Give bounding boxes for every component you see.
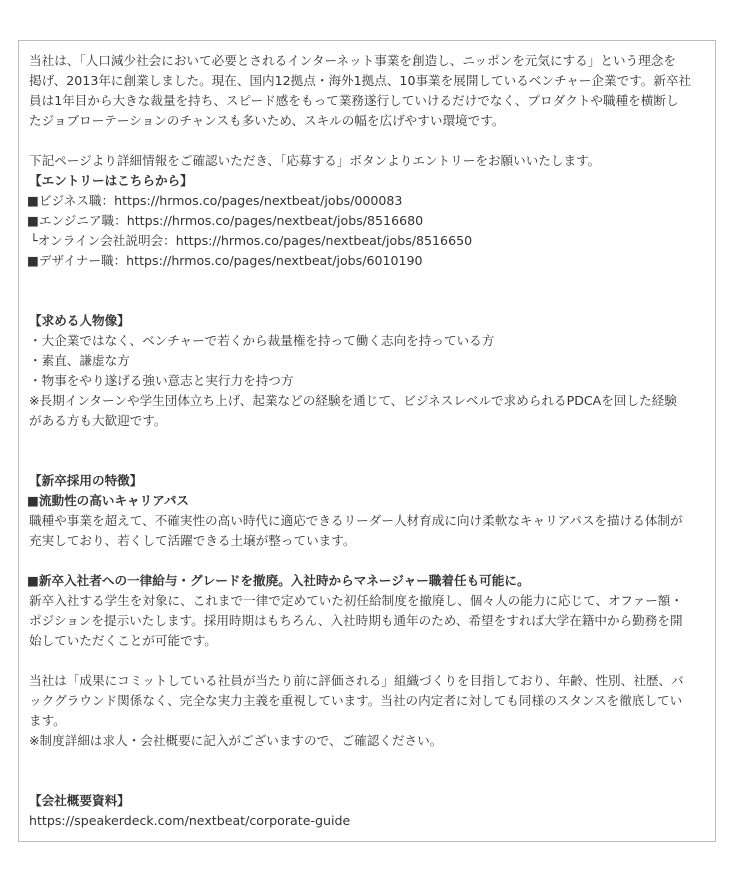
persona-note: がある方も大歓迎です。 [29,413,167,428]
entry-link-online-briefing[interactable]: └オンライン会社説明会：https://hrmos.co/pages/nextbeat/jobs/8516650 [30,233,473,248]
persona-heading: 【求める人物像】 [29,313,130,328]
company-heading: 【会社概要資料】 [29,793,130,808]
career-path-body: 充実しており、若くして活躍できる土壌が整っています。 [29,533,356,548]
career-path-body: 職種や事業を超えて、不確実性の高い時代に適応できるリーダー人材育成に向け柔軟なキャリアパスを描ける体制が [29,513,683,528]
intro-line: たジョブローテーションのチャンスも多いため、スキルの幅を広げやすい環境です。 [29,113,505,128]
intro-line: 員は1年目から大きな裁量を持ち、スピード感をもって業務遂行していけるだけでなく、プロダクトや職種を横断し [29,93,679,108]
policy-note: ※制度詳細は求人・会社概要に記入がございますので、ご確認ください。 [29,733,443,748]
salary-policy-body: 始していただくことが可能です。 [29,633,217,648]
entry-link-business[interactable]: ■ビジネス職：https://hrmos.co/pages/nextbeat/jobs/000083 [27,193,403,208]
spacer [29,131,709,151]
entry-link-designer[interactable]: ■デザイナー職：https://hrmos.co/pages/nextbeat/jobs/6010190 [27,253,423,268]
intro-line: 当社は、「人口減少社会において必要とされるインターネット事業を創造し、ニッポンを元気にする」という理念を [29,53,676,68]
career-path-title: ■流動性の高いキャリアパス [27,493,190,508]
salary-policy-title: ■新卒入社者への一律給与・グレードを撤廃。入社時からマネージャー職着任も可能に。 [27,573,530,588]
evaluation-policy: ます。 [29,713,66,728]
persona-section [29,311,709,431]
features-section [29,471,709,751]
entry-section [29,151,709,271]
persona-item: ・素直、謙虚な方 [29,353,130,368]
company-section [29,791,709,831]
evaluation-policy: 当社は「成果にコミットしている社員が当たり前に評価される」組織づくりを目指しており、年齢、性別、社歴、バ [29,673,684,688]
job-description [29,51,709,831]
spacer [29,431,709,451]
entry-link-engineer[interactable]: ■エンジニア職：https://hrmos.co/pages/nextbeat/jobs/8516680 [27,213,424,228]
spacer [29,551,709,571]
spacer [29,291,709,311]
spacer [29,751,709,771]
persona-item: ・物事をやり遂げる強い意志と実行力を持つ方 [29,373,294,388]
intro-line: 掲げ、2013年に創業しました。現在、国内12拠点・海外1拠点、10事業を展開しているベンチャー企業です。新卒社 [29,73,692,88]
entry-heading: 【エントリーはこちらから】 [29,173,193,188]
features-heading: 【新卒採用の特徴】 [29,473,143,488]
salary-policy-body: ポジションを提示いたします。採用時期はもちろん、入社時期も通年のため、希望をすれば大学在籍中から勤務を開 [29,613,683,628]
persona-note: ※長期インターンや学生団体立ち上げ、起業などの経験を通じて、ビジネスレベルで求められるPDCAを回した経験 [29,393,677,408]
company-guide-link[interactable]: https://speakerdeck.com/nextbeat/corporate-guide [29,813,351,828]
spacer [29,771,709,791]
salary-policy-body: 新卒入社する学生を対象に、これまで一律で定めていた初任給制度を撤廃し、個々人の能力に応じて、オファー額・ [29,593,683,608]
evaluation-policy: ックグラウンド関係なく、完全な実力主義を重視しています。当社の内定者に対しても同様のスタンスを徹底してい [29,693,683,708]
spacer [29,651,709,671]
persona-item: ・大企業ではなく、ベンチャーで若くから裁量権を持って働く志向を持っている方 [29,333,495,348]
spacer [29,451,709,471]
entry-guide: 下記ページより詳細情報をご確認いただき、「応募する」ボタンよりエントリーをお願いいたします。 [29,153,601,168]
intro-paragraph [29,51,709,131]
spacer [29,271,709,291]
